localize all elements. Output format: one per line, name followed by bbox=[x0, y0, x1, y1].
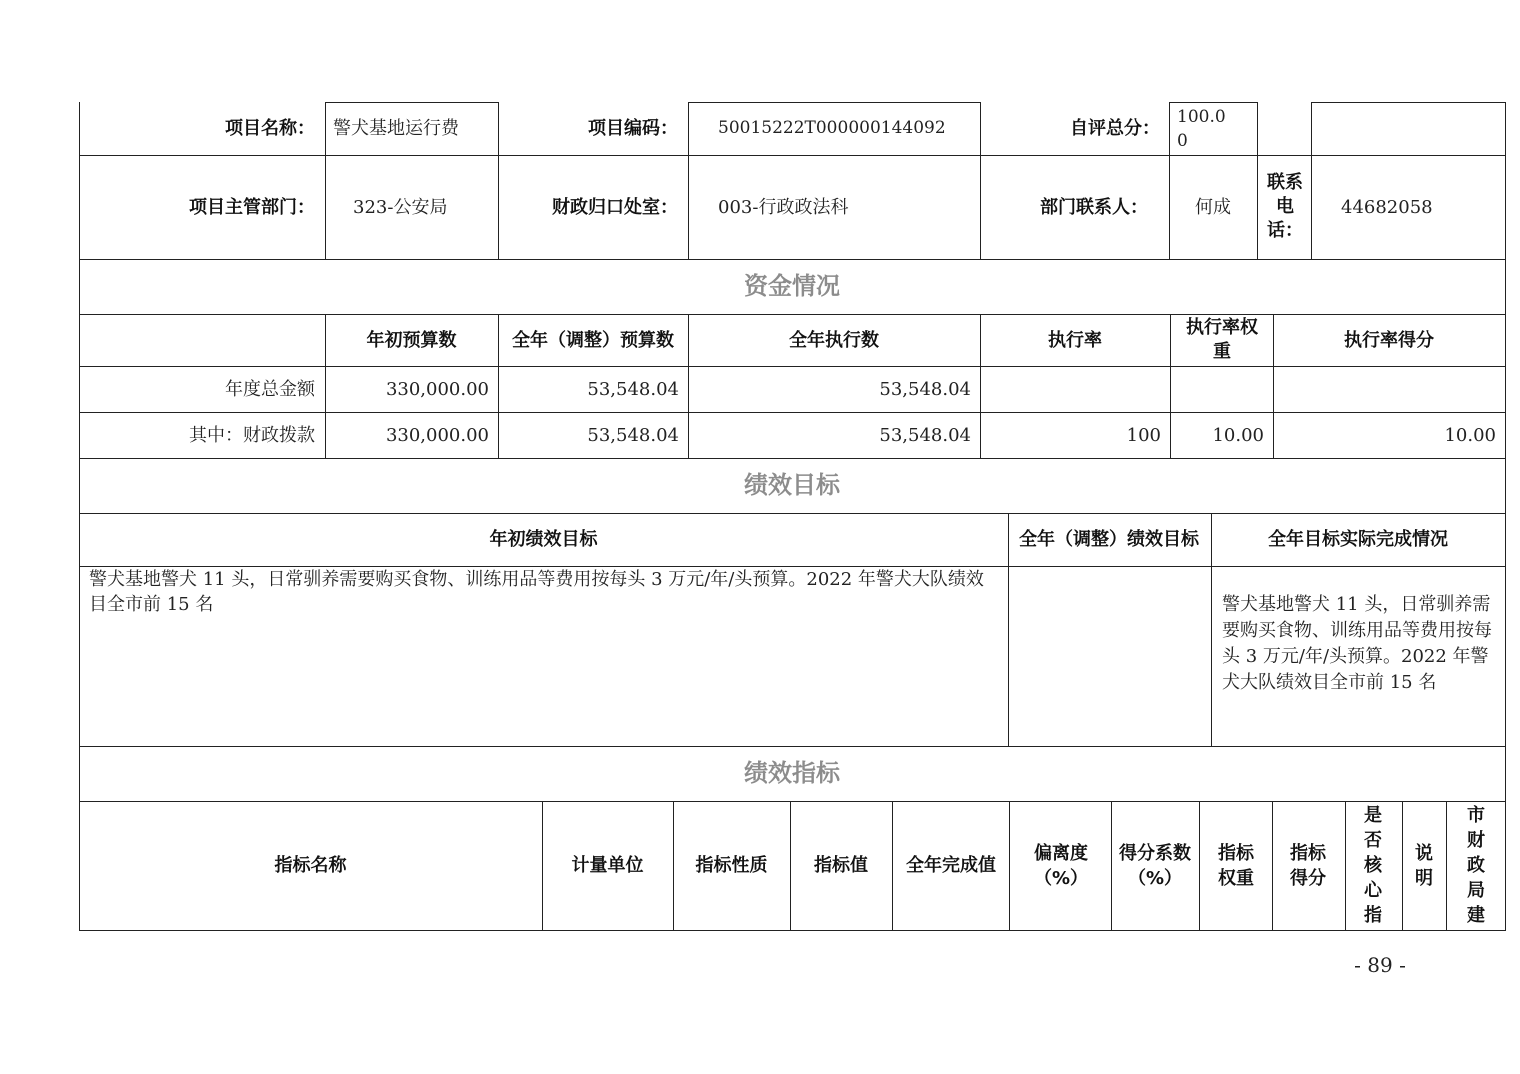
table-border bbox=[325, 102, 326, 259]
finance-office-value: 003-行政政法科 bbox=[718, 196, 849, 218]
table-border bbox=[1345, 801, 1346, 930]
ind-col-unit: 计量单位 bbox=[571, 855, 644, 876]
funds-cell-adjusted: 53,548.04 bbox=[587, 378, 679, 400]
table-border bbox=[1009, 801, 1010, 930]
funds-row-label: 年度总金额 bbox=[225, 378, 315, 400]
indicators-section-title: 绩效指标 bbox=[744, 759, 840, 787]
table-border bbox=[1311, 102, 1506, 103]
ind-col-note: 说明 bbox=[1415, 842, 1433, 889]
funds-cell-executed: 53,548.04 bbox=[879, 424, 971, 446]
funds-col-initial: 年初预算数 bbox=[366, 329, 457, 351]
ind-col-score: 指标得分 bbox=[1290, 842, 1326, 889]
table-border bbox=[688, 102, 689, 259]
funds-cell-score: 10.00 bbox=[1444, 424, 1496, 446]
contact-label: 部门联系人： bbox=[1040, 196, 1148, 218]
table-border bbox=[892, 801, 893, 930]
project-code-value: 50015222T000000144092 bbox=[718, 118, 946, 138]
table-border bbox=[1446, 801, 1447, 930]
table-border bbox=[1505, 102, 1506, 930]
funds-cell-rate bbox=[980, 366, 1161, 412]
funds-cell-weight: 10.00 bbox=[1212, 424, 1264, 446]
goals-col-initial: 年初绩效目标 bbox=[489, 529, 598, 550]
ind-col-core: 是否核心指 bbox=[1364, 805, 1382, 926]
table-border bbox=[1311, 102, 1312, 259]
goals-actual-text: 警犬基地警犬 11 头，日常驯养需要购买食物、训练用品等费用按每头 3 万元/年/头预算。2022 年警犬大队绩效目全市前 15 名 bbox=[1222, 594, 1492, 693]
self-score-label: 自评总分： bbox=[1070, 118, 1160, 139]
ind-col-nature: 指标性质 bbox=[695, 855, 768, 876]
table-border bbox=[1402, 801, 1403, 930]
funds-col-executed: 全年执行数 bbox=[789, 329, 879, 351]
table-border bbox=[79, 930, 1506, 931]
ind-col-name: 指标名称 bbox=[274, 855, 347, 876]
ind-col-deviation: 偏离度（%） bbox=[1033, 842, 1089, 889]
phone-label: 联系电话： bbox=[1267, 172, 1303, 241]
table-border bbox=[1272, 801, 1273, 930]
funds-cell-initial: 330,000.00 bbox=[385, 424, 489, 446]
ind-col-weight: 指标权重 bbox=[1218, 842, 1254, 889]
funds-cell-initial: 330,000.00 bbox=[385, 378, 489, 400]
funds-section-title: 资金情况 bbox=[744, 272, 840, 300]
funds-col-adjusted: 全年（调整）预算数 bbox=[512, 329, 674, 351]
ind-col-completed: 全年完成值 bbox=[906, 855, 996, 876]
funds-cell-score bbox=[1273, 366, 1496, 412]
contact-value: 何成 bbox=[1195, 196, 1231, 218]
project-code-label: 项目编码： bbox=[588, 118, 678, 139]
goals-adjusted-text bbox=[1016, 567, 1202, 745]
funds-cell-weight bbox=[1170, 366, 1264, 412]
finance-office-label: 财政归口处室： bbox=[552, 196, 678, 218]
ind-col-coefficient: 得分系数（%） bbox=[1119, 842, 1191, 889]
dept-label: 项目主管部门： bbox=[189, 196, 315, 218]
goals-col-adjusted: 全年（调整）绩效目标 bbox=[1019, 528, 1199, 550]
funds-col-rate: 执行率 bbox=[1048, 329, 1102, 351]
funds-cell-adjusted: 53,548.04 bbox=[587, 424, 679, 446]
funds-cell-executed: 53,548.04 bbox=[879, 378, 971, 400]
dept-value: 323-公安局 bbox=[353, 196, 448, 218]
self-score-value: 100.00 bbox=[1177, 106, 1226, 151]
ind-col-bureau: 市财政局建 bbox=[1467, 805, 1485, 926]
goals-col-actual: 全年目标实际完成情况 bbox=[1268, 529, 1448, 550]
table-border bbox=[1008, 513, 1009, 746]
funds-cell-rate: 100 bbox=[1126, 424, 1161, 446]
page-number: - 89 - bbox=[1354, 952, 1406, 977]
table-border bbox=[1111, 801, 1112, 930]
table-border bbox=[1199, 801, 1200, 930]
goals-section-title: 绩效目标 bbox=[744, 471, 840, 499]
funds-col-score: 执行率得分 bbox=[1344, 329, 1434, 351]
ind-col-value: 指标值 bbox=[814, 855, 868, 876]
phone-value: 44682058 bbox=[1341, 196, 1433, 218]
funds-row-label: 其中：财政拨款 bbox=[189, 424, 315, 446]
project-name-value: 警犬基地运行费 bbox=[333, 117, 459, 139]
table-border bbox=[1257, 102, 1258, 259]
project-name-label: 项目名称： bbox=[225, 118, 315, 139]
goals-initial-text: 警犬基地警犬 11 头，日常驯养需要购买食物、训练用品等费用按每头 3 万元/年/头预算。2022 年警犬大队绩效目全市前 15 名 bbox=[89, 569, 984, 615]
funds-col-weight: 执行率权重 bbox=[1186, 317, 1258, 362]
